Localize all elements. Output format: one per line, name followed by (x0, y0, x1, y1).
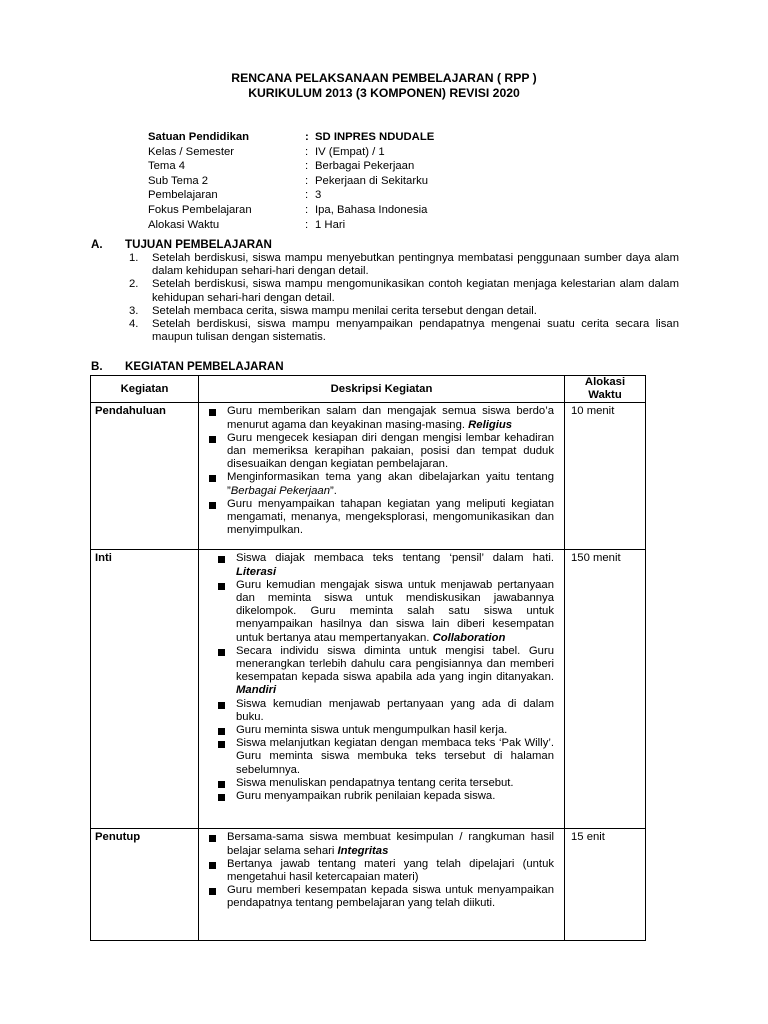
list-item (205, 831, 554, 857)
list-item (205, 432, 554, 472)
list-item (205, 777, 554, 790)
identity-value: Pekerjaan di Sekitarku (315, 174, 429, 187)
identity-label: Satuan Pendidikan (148, 131, 250, 143)
identity-label: Pembelajaran (148, 189, 218, 202)
item-number: 1. (129, 252, 139, 264)
list-item (205, 645, 554, 698)
item-text: Guru mengecek kesiapan diri dengan mengisi lembar kehadiran dan memeriksa kerapihan pakaian, posisi dan tempat duduk disesuaikan dengan kegiatan pembelajaran. (227, 431, 554, 471)
cell-kegiatan: Penutup (91, 829, 199, 941)
item-text: Bertanya jawab tentang materi yang telah dipelajari (untuk mengetahui hasil ketercapaian materi) (227, 857, 554, 884)
item-number: 2. (129, 278, 139, 291)
list-item (205, 737, 554, 777)
item-text: Siswa diajak membaca teks tentang ‘pensil’ dalam hati. (236, 552, 554, 565)
list-item (205, 884, 554, 910)
list-item (205, 858, 554, 884)
identity-colon: : (305, 203, 309, 216)
identity-block (148, 131, 434, 233)
identity-label: Alokasi Waktu (148, 218, 220, 231)
cell-deskripsi (199, 550, 565, 829)
identity-colon: : (305, 160, 309, 173)
cell-alokasi: 15 enit (565, 829, 646, 941)
list-item (205, 698, 554, 724)
list-item (205, 579, 554, 645)
identity-colon: : (305, 131, 309, 143)
item-text: Setelah berdiskusi, siswa mampu menyebutkan pentingnya membatasi penggunaan sumber daya alam dalam kehidupan sehari-hari dengan detail. (152, 252, 679, 278)
character-value: Mandiri (236, 684, 277, 697)
identity-row (148, 160, 434, 175)
list-item (205, 552, 554, 578)
character-value: Integritas (337, 844, 389, 857)
identity-value: IV (Empat) / 1 (315, 145, 385, 158)
table-header-row (91, 376, 646, 403)
cell-deskripsi (199, 829, 565, 941)
column-header-kegiatan: Kegiatan (91, 376, 199, 403)
item-text-end: ”. (330, 484, 337, 497)
identity-value: Ipa, Bahasa Indonesia (315, 203, 428, 216)
square-bullet-icon (218, 794, 225, 801)
square-bullet-icon (218, 556, 225, 563)
identity-label: Tema 4 (148, 160, 186, 173)
item-text: Siswa kemudian menjawab pertanyaan yang ada di dalam buku. (236, 697, 554, 723)
square-bullet-icon (218, 728, 225, 735)
identity-colon: : (305, 218, 309, 231)
cell-alokasi: 150 menit (565, 550, 646, 829)
cell-alokasi: 10 menit (565, 403, 646, 550)
square-bullet-icon (209, 835, 216, 842)
item-number: 4. (129, 318, 139, 331)
activities-table (90, 375, 646, 941)
item-text: Guru kemudian mengajak siswa untuk menjawab pertanyaan dan meminta siswa untuk mendiskusikan jawabannya dikelompok. Guru meminta salah satu siswa untuk menyampaikan hasilnya dan siswa lain diberi kesempatan untuk bertanya atau mempertanyakan. (236, 578, 554, 644)
item-text: Siswa melanjutkan kegiatan dengan membaca teks ‘Pak Willy’. Guru meminta siswa membuka teks tersebut di halaman sebelumnya. (236, 737, 554, 776)
activity-list (205, 831, 554, 910)
document-title-line-2: KURIKULUM 2013 (3 KOMPONEN) REVISI 2020 (248, 86, 520, 100)
identity-label: Sub Tema 2 (148, 174, 209, 187)
section-title: KEGIATAN PEMBELAJARAN (125, 360, 284, 373)
identity-row (148, 131, 434, 146)
cell-deskripsi (199, 403, 565, 550)
theme-name: Berbagai Pekerjaan (230, 484, 330, 497)
header-text: Waktu (588, 389, 622, 402)
learning-goals-list (129, 252, 679, 344)
square-bullet-icon (218, 583, 225, 590)
square-bullet-icon (209, 409, 216, 416)
item-text: Guru meminta siswa untuk mengumpulkan hasil kerja. (236, 724, 508, 737)
identity-row (148, 175, 434, 190)
list-item (129, 278, 679, 304)
item-text: Setelah berdiskusi, siswa mampu mengomunikasikan contoh kegiatan menjaga kelestarian alam dalam kehidupan sehari-hari dengan detail. (152, 278, 679, 304)
item-number: 3. (129, 304, 139, 317)
square-bullet-icon (209, 862, 216, 869)
section-number: B. (91, 360, 103, 373)
square-bullet-icon (218, 702, 225, 709)
list-item (205, 724, 554, 737)
identity-label: Fokus Pembelajaran (148, 203, 252, 216)
column-header-deskripsi: Deskripsi Kegiatan (199, 376, 565, 403)
document-title-line-1: RENCANA PELAKSANAAN PEMBELAJARAN ( RPP ) (231, 71, 537, 85)
identity-row (148, 219, 434, 234)
section-b-heading (91, 360, 284, 373)
identity-row (148, 146, 434, 161)
item-text: Guru menyampaikan rubrik penilaian kepada siswa. (236, 790, 496, 803)
table-row (91, 403, 646, 550)
character-value: Religius (468, 418, 513, 431)
section-a-heading (91, 238, 272, 251)
item-text: Menginformasikan tema yang akan dibelajarkan yaitu tentang ” (227, 471, 554, 497)
identity-value: 1 Hari (315, 218, 346, 231)
identity-row (148, 204, 434, 219)
item-text: Secara individu siswa diminta untuk mengisi tabel. Guru menerangkan terlebih dahulu cara pengisiannya dan memberi kesempatan kepada siswa apabila ada yang ingin ditanyakan. (236, 644, 554, 684)
item-text: Guru memberikan salam dan mengajak semua siswa berdo’a menurut agama dan keyakinan masing-masing. (227, 405, 554, 431)
square-bullet-icon (209, 436, 216, 443)
section-number: A. (91, 238, 103, 251)
identity-label: Kelas / Semester (148, 145, 235, 158)
list-item (205, 471, 554, 497)
list-item (129, 252, 679, 278)
identity-value: 3 (315, 189, 322, 202)
item-text: Setelah berdiskusi, siswa mampu menyampaikan pendapatnya mengenai suatu cerita secara lisan maupun tulisan dengan sistematis. (152, 318, 679, 344)
identity-row (148, 189, 434, 204)
section-title: TUJUAN PEMBELAJARAN (125, 238, 272, 251)
square-bullet-icon (209, 475, 216, 482)
item-text: Siswa menuliskan pendapatnya tentang cerita tersebut. (236, 776, 514, 789)
header-text: Alokasi (584, 376, 626, 388)
activity-list (205, 405, 554, 537)
square-bullet-icon (218, 781, 225, 788)
table-row (91, 829, 646, 941)
item-text: Guru menyampaikan tahapan kegiatan yang meliputi kegiatan mengamati, menanya, mengeksplorasi, mengomunikasikan dan menyimpulkan. (227, 497, 554, 537)
character-value: Collaboration (432, 631, 506, 644)
table-row (91, 550, 646, 829)
character-value: Literasi (236, 565, 277, 578)
cell-kegiatan: Inti (91, 550, 199, 829)
list-item (205, 498, 554, 538)
square-bullet-icon (218, 741, 225, 748)
list-item (129, 318, 679, 344)
identity-colon: : (305, 174, 309, 187)
identity-value: Berbagai Pekerjaan (315, 160, 415, 173)
activity-list (205, 552, 554, 803)
square-bullet-icon (209, 502, 216, 509)
list-item (205, 790, 554, 803)
list-item (129, 305, 679, 318)
square-bullet-icon (218, 649, 225, 656)
column-header-alokasi (565, 376, 646, 403)
cell-kegiatan: Pendahuluan (91, 403, 199, 550)
item-text: Setelah membaca cerita, siswa mampu menilai cerita tersebut dengan detail. (152, 304, 537, 317)
identity-colon: : (305, 189, 309, 202)
square-bullet-icon (209, 888, 216, 895)
list-item (205, 405, 554, 431)
identity-value: SD INPRES NDUDALE (315, 131, 435, 143)
item-text: Bersama-sama siswa membuat kesimpulan / rangkuman hasil belajar selama sehari (227, 831, 554, 857)
item-text: Guru memberi kesempatan kepada siswa untuk menyampaikan pendapatnya tentang pembelajaran yang telah diikuti. (227, 884, 554, 910)
identity-colon: : (305, 145, 309, 158)
